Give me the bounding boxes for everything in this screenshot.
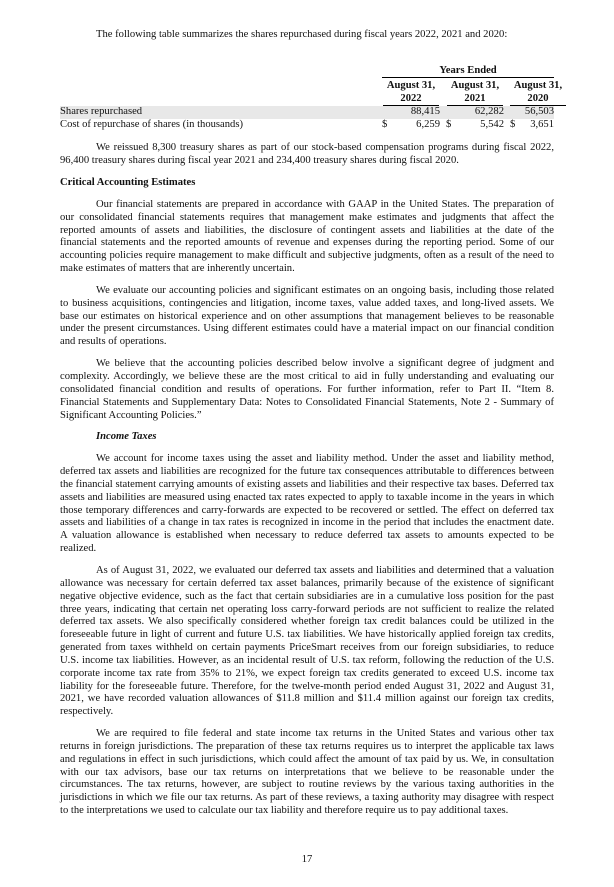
col-line1: August 31,	[513, 80, 563, 92]
col-line2: 2022	[400, 92, 422, 104]
column-header-2020	[510, 80, 566, 106]
cell-value: 5,542	[480, 118, 504, 130]
col-line2: 2021	[464, 92, 486, 104]
col-line1: August 31,	[450, 80, 500, 92]
currency	[382, 106, 394, 119]
cell-value: 3,651	[530, 118, 555, 130]
cell-value: 88,415	[394, 106, 440, 119]
page-number: 17	[301, 854, 313, 865]
table-row	[60, 106, 554, 119]
row-label: Shares repurchased	[60, 106, 382, 119]
currency	[510, 106, 522, 119]
paragraph: We account for income taxes using the asset and liability method. Under the asset and liability method, deferred tax assets and liabilities are recognized for the future tax consequences attributable to differences between the financial statement carrying amounts of existing assets and liabilities and their respective tax bases. Deferred tax assets and liabilities are measured using enacted tax rates expected to apply to taxable income in the years in which those temporary differences and carry-forwards are expected to be recovered or settled. The effect on deferred tax assets and liabilities of a change in tax rates is recognized in income in the period that includes the enactment date. A valuation allowance is established when necessary to reduce deferred tax assets to amounts expected to be realized.	[60, 453, 554, 555]
currency: $	[382, 118, 388, 130]
currency	[446, 106, 458, 119]
intro-text: The following table summarizes the shares repurchased during fiscal years 2022, 2021 and 2020:	[96, 29, 508, 40]
years-ended-header: Years Ended	[382, 65, 554, 78]
column-header-2022	[383, 80, 439, 106]
cell-value: 6,259	[416, 118, 440, 130]
shares-repurchased-table	[60, 64, 563, 132]
income-taxes-heading: Income Taxes	[96, 431, 157, 443]
paragraph: As of August 31, 2022, we evaluated our deferred tax assets and liabilities and determined that a valuation allowance was necessary for certain deferred tax asset balances, primarily because of the existence of significant negative objective evidence, such as the fact that certain subsidiaries are in a cumulative loss position for the past three years, indicating that certain net operating loss carry-forward periods are not sufficient to realize the related deferred tax assets. We also specifically considered whether foreign tax credit balances could be utilized in the foreseeable future in light of current and future U.S. tax liabilities. We have historically applied foreign tax credits, generated from taxes withheld on certain payments PriceSmart receives from our foreign subsidiaries, to reduce U.S. income tax liabilities. However, as an incidental result of U.S. tax reform, following the reduction of the U.S. corporate income tax rate from 35% to 21%, we expect foreign tax credits generated to exceed U.S. income tax liability for the foreseeable future. Therefore, for the twelve-month period ended August 31, 2022 and August 31, 2021, we have recorded valuation allowances of $11.8 million and $11.4 million against our foreign tax credits, respectively.	[60, 564, 554, 718]
paragraph: We are required to file federal and state income tax returns in the United States and various other tax returns in foreign jurisdictions. The preparation of these tax returns requires us to interpret the applicable tax laws and regulations in effect in such jurisdictions, which could affect the amount of tax paid by us. We, in consultation with our tax advisors, base our tax returns on interpretations that we believe to be reasonable under the circumstances. The tax returns, however, are subject to routine reviews by the various taxing authorities in the jurisdictions in which we file our tax returns. As part of these reviews, a taxing authority may disagree with respect to the interpretations we used to calculate our tax liability and therefore require us to pay additional taxes.	[60, 728, 554, 817]
paragraph: We believe that the accounting policies described below involve a significant degree of judgment and complexity. Accordingly, we believe these are the most critical to aid in fully understanding and evaluating our consolidated financial condition and results of operations. For further information, refer to Part II. “Item 8. Financial Statements and Supplementary Data: Notes to Consolidated Financial Statements, Note 2 - Summary of Significant Accounting Policies.”	[60, 358, 554, 421]
column-header-2021	[447, 80, 503, 106]
paragraph: Our financial statements are prepared in accordance with GAAP in the United States. The preparation of our consolidated financial statements requires that management make estimates and judgments that affect the reported amounts of assets and liabilities, the disclosure of contingent assets and liabilities at the date of the financial statements and the reported amounts of revenue and expenses during the reporting period. Some of our accounting policies require management to make difficult and subjective judgments, often as a result of the need to make estimates of matters that are inherently uncertain.	[60, 198, 554, 275]
paragraph: We evaluate our accounting policies and significant estimates on an ongoing basis, including those related to business acquisitions, contingencies and litigation, income taxes, value added taxes, and long-lived assets. We base our estimates on historical experience and on other assumptions that management believes to be reasonable under the present circumstances. Using different estimates could have a material impact on our financial condition and results of operations.	[60, 284, 554, 348]
table-row	[60, 119, 554, 132]
currency: $	[446, 118, 452, 130]
row-label: Cost of repurchase of shares (in thousands)	[60, 118, 243, 130]
currency: $	[510, 118, 516, 130]
reissued-paragraph: We reissued 8,300 treasury shares as part of our stock-based compensation programs during fiscal 2022, 96,400 treasury shares during fiscal year 2021 and 234,400 treasury shares during fiscal 2020.	[60, 142, 554, 167]
cell-value: 62,282	[458, 106, 504, 119]
cell-value: 56,503	[522, 106, 554, 119]
col-line2: 2020	[527, 92, 549, 104]
critical-accounting-heading: Critical Accounting Estimates	[60, 177, 196, 189]
col-line1: August 31,	[386, 80, 436, 92]
